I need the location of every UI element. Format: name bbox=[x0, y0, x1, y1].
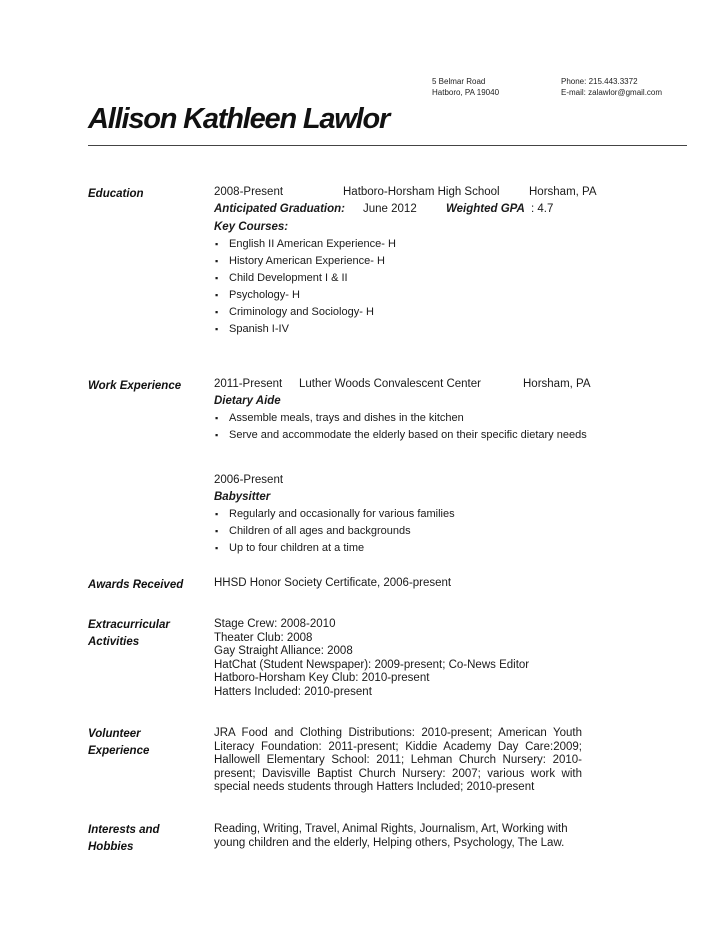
address-block bbox=[432, 76, 499, 98]
list-item: ▪ History American Experience- H bbox=[215, 255, 385, 267]
awards-text: HHSD Honor Society Certificate, 2006-present bbox=[214, 577, 452, 589]
list-item: Stage Crew: 2008-2010 bbox=[214, 618, 336, 630]
bullet-icon: ▪ bbox=[215, 509, 219, 519]
list-item: ▪ Criminology and Sociology- H bbox=[215, 306, 374, 318]
list-item: ▪ English II American Experience- H bbox=[215, 238, 396, 250]
work-experience-label: Work Experience bbox=[88, 380, 182, 392]
education-header-row bbox=[214, 186, 597, 203]
courses-list bbox=[214, 238, 594, 337]
job1-header-row bbox=[214, 378, 594, 395]
candidate-name: Allison Kathleen Lawlor bbox=[88, 103, 390, 135]
bullet-icon: ▪ bbox=[215, 324, 219, 334]
header-rule bbox=[88, 145, 687, 146]
education-label: Education bbox=[88, 188, 144, 200]
job1-location: Horsham, PA bbox=[523, 378, 591, 390]
bullet-icon: ▪ bbox=[215, 307, 219, 317]
list-item: ▪ Assemble meals, trays and dishes in the kitchen bbox=[215, 412, 464, 424]
bullet-icon: ▪ bbox=[215, 543, 219, 553]
job2-title: Babysitter bbox=[214, 491, 271, 503]
list-item: Theater Club: 2008 bbox=[214, 631, 313, 644]
extracurricular-list bbox=[214, 618, 594, 700]
bullet-icon: ▪ bbox=[215, 290, 219, 300]
job1-duties bbox=[214, 412, 594, 443]
list-item: ▪ Regularly and occasionally for various families bbox=[215, 508, 455, 520]
interests-text: Reading, Writing, Travel, Animal Rights, Journalism, Art, Working with young children and the elderly, Helping others, Psychology, The Law. bbox=[214, 823, 568, 849]
graduation-value: June 2012 bbox=[363, 203, 417, 215]
list-item: ▪ Serve and accommodate the elderly based on their specific dietary needs bbox=[215, 429, 587, 441]
list-item: Gay Straight Alliance: 2008 bbox=[214, 645, 353, 658]
education-grad-row bbox=[214, 203, 594, 220]
bullet-icon: ▪ bbox=[215, 239, 219, 249]
bullet-icon: ▪ bbox=[215, 413, 219, 423]
address-line-2: Hatboro, PA 19040 bbox=[432, 88, 500, 97]
phone: Phone: 215.443.3372 bbox=[561, 77, 638, 86]
list-item: ▪ Children of all ages and backgrounds bbox=[215, 525, 411, 537]
job1-employer: Luther Woods Convalescent Center bbox=[299, 378, 481, 390]
volunteer-label: Volunteer Experience bbox=[88, 728, 150, 757]
phone-email-block bbox=[561, 76, 662, 98]
list-item: Hatboro-Horsham Key Club: 2010-present bbox=[214, 672, 430, 685]
gpa-label: Weighted GPA bbox=[446, 203, 525, 215]
list-item: ▪ Psychology- H bbox=[215, 289, 300, 301]
education-section bbox=[214, 186, 597, 340]
education-dates: 2008-Present bbox=[214, 186, 284, 198]
job2-section bbox=[214, 474, 594, 559]
job1-dates: 2011-Present bbox=[214, 378, 283, 390]
education-school: Hatboro-Horsham High School bbox=[343, 186, 500, 198]
volunteer-text: JRA Food and Clothing Distributions: 2010-present; American Youth Literacy Foundation: 2011-present; Kiddie Academy Day Care:2009; Hallowell Elementary School: 2011; Lehman Church Nursery: 2010-present; Davisville Baptist Church Nursery: 2007; various work with special needs students through Hatters Included; 2010-present bbox=[214, 727, 582, 794]
awards-label: Awards Received bbox=[88, 579, 184, 591]
bullet-icon: ▪ bbox=[215, 430, 219, 440]
list-item: Hatters Included: 2010-present bbox=[214, 685, 372, 698]
education-location: Horsham, PA bbox=[529, 186, 597, 198]
address-line-1: 5 Belmar Road bbox=[432, 77, 486, 86]
graduation-label: Anticipated Graduation: bbox=[214, 203, 345, 215]
list-item: ▪ Child Development I & II bbox=[215, 272, 348, 284]
job2-dates: 2006-Present bbox=[214, 474, 284, 486]
email: E-mail: zalawlor@gmail.com bbox=[561, 88, 663, 97]
list-item: HatChat (Student Newspaper): 2009-present; Co-News Editor bbox=[214, 658, 530, 671]
job1-title: Dietary Aide bbox=[214, 395, 281, 407]
bullet-icon: ▪ bbox=[215, 256, 219, 266]
work-section bbox=[214, 378, 594, 446]
courses-heading: Key Courses: bbox=[214, 221, 289, 233]
gpa-value: : 4.7 bbox=[531, 203, 554, 215]
extracurricular-label: Extracurricular Activities bbox=[88, 619, 170, 648]
list-item: ▪ Up to four children at a time bbox=[215, 542, 365, 554]
job2-duties bbox=[214, 508, 594, 556]
interests-label: Interests and Hobbies bbox=[88, 824, 160, 853]
bullet-icon: ▪ bbox=[215, 526, 219, 536]
bullet-icon: ▪ bbox=[215, 273, 219, 283]
list-item: ▪ Spanish I-IV bbox=[215, 323, 289, 335]
